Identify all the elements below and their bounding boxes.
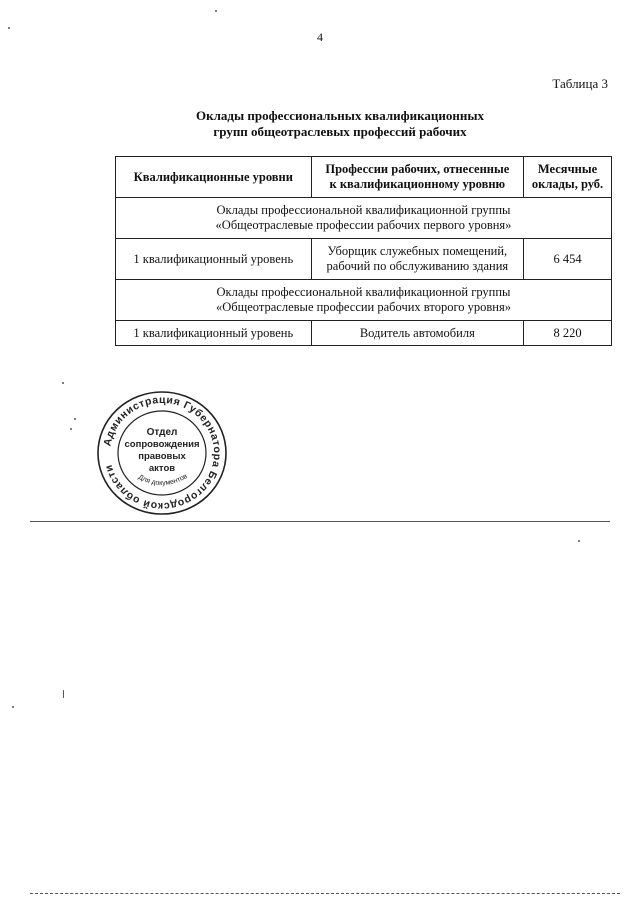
header-salary-line-1: Месячные: [537, 162, 598, 176]
group-title-row: [116, 198, 612, 239]
official-stamp: [92, 388, 232, 518]
group-2-title-line-2: «Общеотраслевые профессии рабочих второго уровня»: [216, 300, 511, 314]
stamp-center-line-4: актов: [148, 463, 176, 474]
stamp-center-line-1: Отдел: [146, 427, 178, 438]
header-qualification-levels: Квалификационные уровни: [116, 157, 312, 198]
group-title-row: [116, 280, 612, 321]
row-salary: 6 454: [524, 239, 612, 280]
scan-speck: [74, 418, 76, 420]
header-salary-line-2: оклады, руб.: [531, 177, 604, 191]
salary-table: [115, 156, 612, 346]
row-profession: [311, 239, 524, 280]
scan-speck: [215, 10, 217, 12]
document-title-line-2: групп общеотраслевых профессий рабочих: [213, 124, 467, 139]
scan-speck: [578, 540, 580, 542]
scan-speck: [63, 690, 64, 698]
header-monthly-salary: [524, 157, 612, 198]
stamp-ring-text: Администрация Губернатора Белгородской области: [101, 393, 224, 513]
row-salary: 8 220: [524, 321, 612, 346]
table-label: Таблица 3: [552, 76, 608, 91]
scan-speck: [8, 27, 10, 29]
table-row: [116, 321, 612, 346]
table-header-row: [116, 157, 612, 198]
page-number: 4: [317, 30, 323, 44]
group-2-title-line-1: Оклады профессиональной квалификационной группы: [216, 285, 511, 299]
header-professions-line-2: к квалификационному уровню: [329, 177, 506, 191]
group-2-title: [116, 280, 612, 321]
header-professions: [311, 157, 524, 198]
group-1-title: [116, 198, 612, 239]
scan-speck: [70, 428, 72, 430]
row-level: 1 квалификационный уровень: [116, 321, 312, 346]
scan-speck: [12, 706, 14, 708]
document-title-line-1: Оклады профессиональных квалификационных: [195, 108, 484, 123]
stamp-bottom-text: Для документов: [136, 473, 189, 488]
scan-rule-line: [30, 521, 610, 522]
stamp-center-line-2: сопровождения: [124, 439, 200, 450]
row-profession: Водитель автомобиля: [311, 321, 524, 346]
header-professions-line-1: Профессии рабочих, отнесенные: [325, 162, 510, 176]
stamp-center-line-3: правовых: [138, 451, 186, 462]
document-title: [150, 108, 530, 140]
scan-speck: [62, 382, 64, 384]
stamp-seal-icon: [92, 388, 232, 518]
group-1-title-line-2: «Общеотраслевые профессии рабочих первого уровня»: [215, 218, 512, 232]
row-profession-line-1: Уборщик служебных помещений,: [327, 244, 508, 258]
group-1-title-line-1: Оклады профессиональной квалификационной группы: [216, 203, 511, 217]
scan-bottom-rule: [30, 893, 620, 894]
row-level: 1 квалификационный уровень: [116, 239, 312, 280]
table-row: [116, 239, 612, 280]
row-profession-line-2: рабочий по обслуживанию здания: [326, 259, 509, 273]
